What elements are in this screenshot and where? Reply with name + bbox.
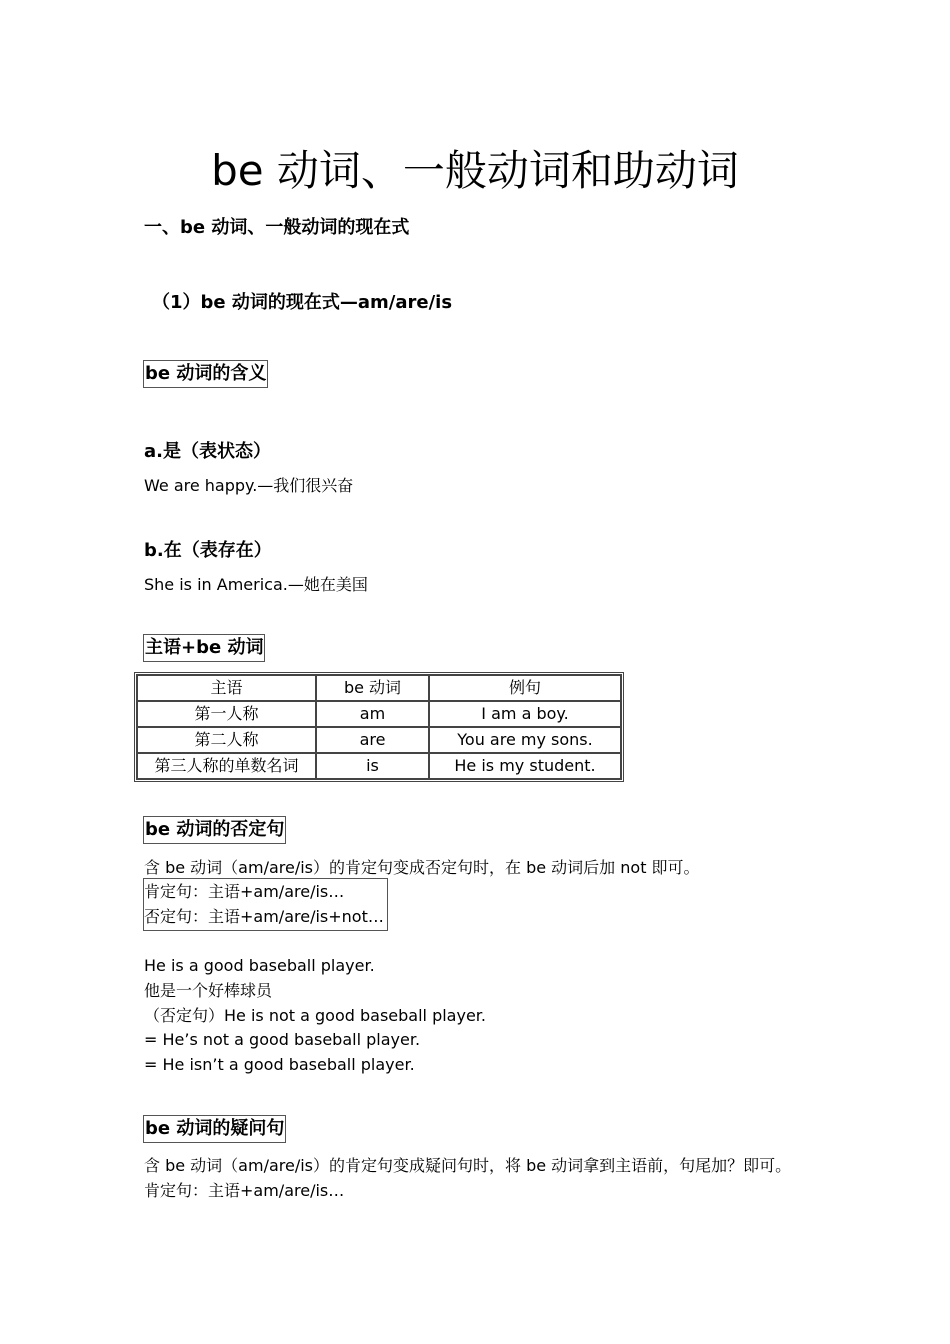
table-cell: You are my sons. bbox=[429, 727, 621, 753]
table-cell: I am a boy. bbox=[429, 701, 621, 727]
meaning-a-heading: a.是（表状态） bbox=[144, 441, 271, 462]
question-affirmative-pattern: 肯定句：主语+am/are/is… bbox=[144, 1181, 345, 1200]
table-cell: 第一人称 bbox=[137, 701, 316, 727]
table-cell: He is my student. bbox=[429, 753, 621, 779]
question-box-label: be 动词的疑问句 bbox=[143, 1115, 286, 1143]
meaning-b-example: She is in America.—她在美国 bbox=[144, 575, 368, 594]
meaning-a-example: We are happy.—我们很兴奋 bbox=[144, 476, 354, 495]
subsection-heading: （1）be 动词的现在式—am/are/is bbox=[152, 292, 453, 313]
table-cell: are bbox=[316, 727, 429, 753]
table-cell: is bbox=[316, 753, 429, 779]
table-row bbox=[137, 753, 621, 779]
table-header-cell: be 动词 bbox=[316, 675, 429, 701]
section-heading: 一、be 动词、一般动词的现在式 bbox=[144, 217, 410, 238]
meaning-b-heading: b.在（表存在） bbox=[144, 540, 272, 561]
subject-box-label: 主语+be 动词 bbox=[143, 634, 265, 662]
example-line: （否定句）He is not a good baseball player. bbox=[144, 1006, 486, 1025]
table-header-cell: 例句 bbox=[429, 675, 621, 701]
table-row bbox=[137, 701, 621, 727]
example-line: = He isn’t a good baseball player. bbox=[144, 1055, 415, 1074]
example-line: 他是一个好棒球员 bbox=[144, 981, 273, 1000]
negative-pattern: 否定句：主语+am/are/is+not… bbox=[144, 907, 384, 926]
example-line: = He’s not a good baseball player. bbox=[144, 1030, 421, 1049]
table-cell: 第二人称 bbox=[137, 727, 316, 753]
table-cell: 第三人称的单数名词 bbox=[137, 753, 316, 779]
affirmative-pattern: 肯定句：主语+am/are/is… bbox=[144, 882, 345, 901]
question-rule: 含 be 动词（am/are/is）的肯定句变成疑问句时，将 be 动词拿到主语前，句尾加？即可。 bbox=[144, 1156, 792, 1175]
example-line: He is a good baseball player. bbox=[144, 956, 375, 975]
table-header-cell: 主语 bbox=[137, 675, 316, 701]
subject-be-table bbox=[134, 672, 624, 782]
table-cell: am bbox=[316, 701, 429, 727]
table-row bbox=[137, 727, 621, 753]
negative-box-label: be 动词的否定句 bbox=[143, 816, 286, 844]
document-title: be 动词、一般动词和助动词 bbox=[211, 146, 739, 195]
meaning-box-label: be 动词的含义 bbox=[143, 360, 268, 388]
table-header-row bbox=[137, 675, 621, 701]
negative-rule: 含 be 动词（am/are/is）的肯定句变成否定句时，在 be 动词后加 not 即可。 bbox=[144, 858, 700, 877]
